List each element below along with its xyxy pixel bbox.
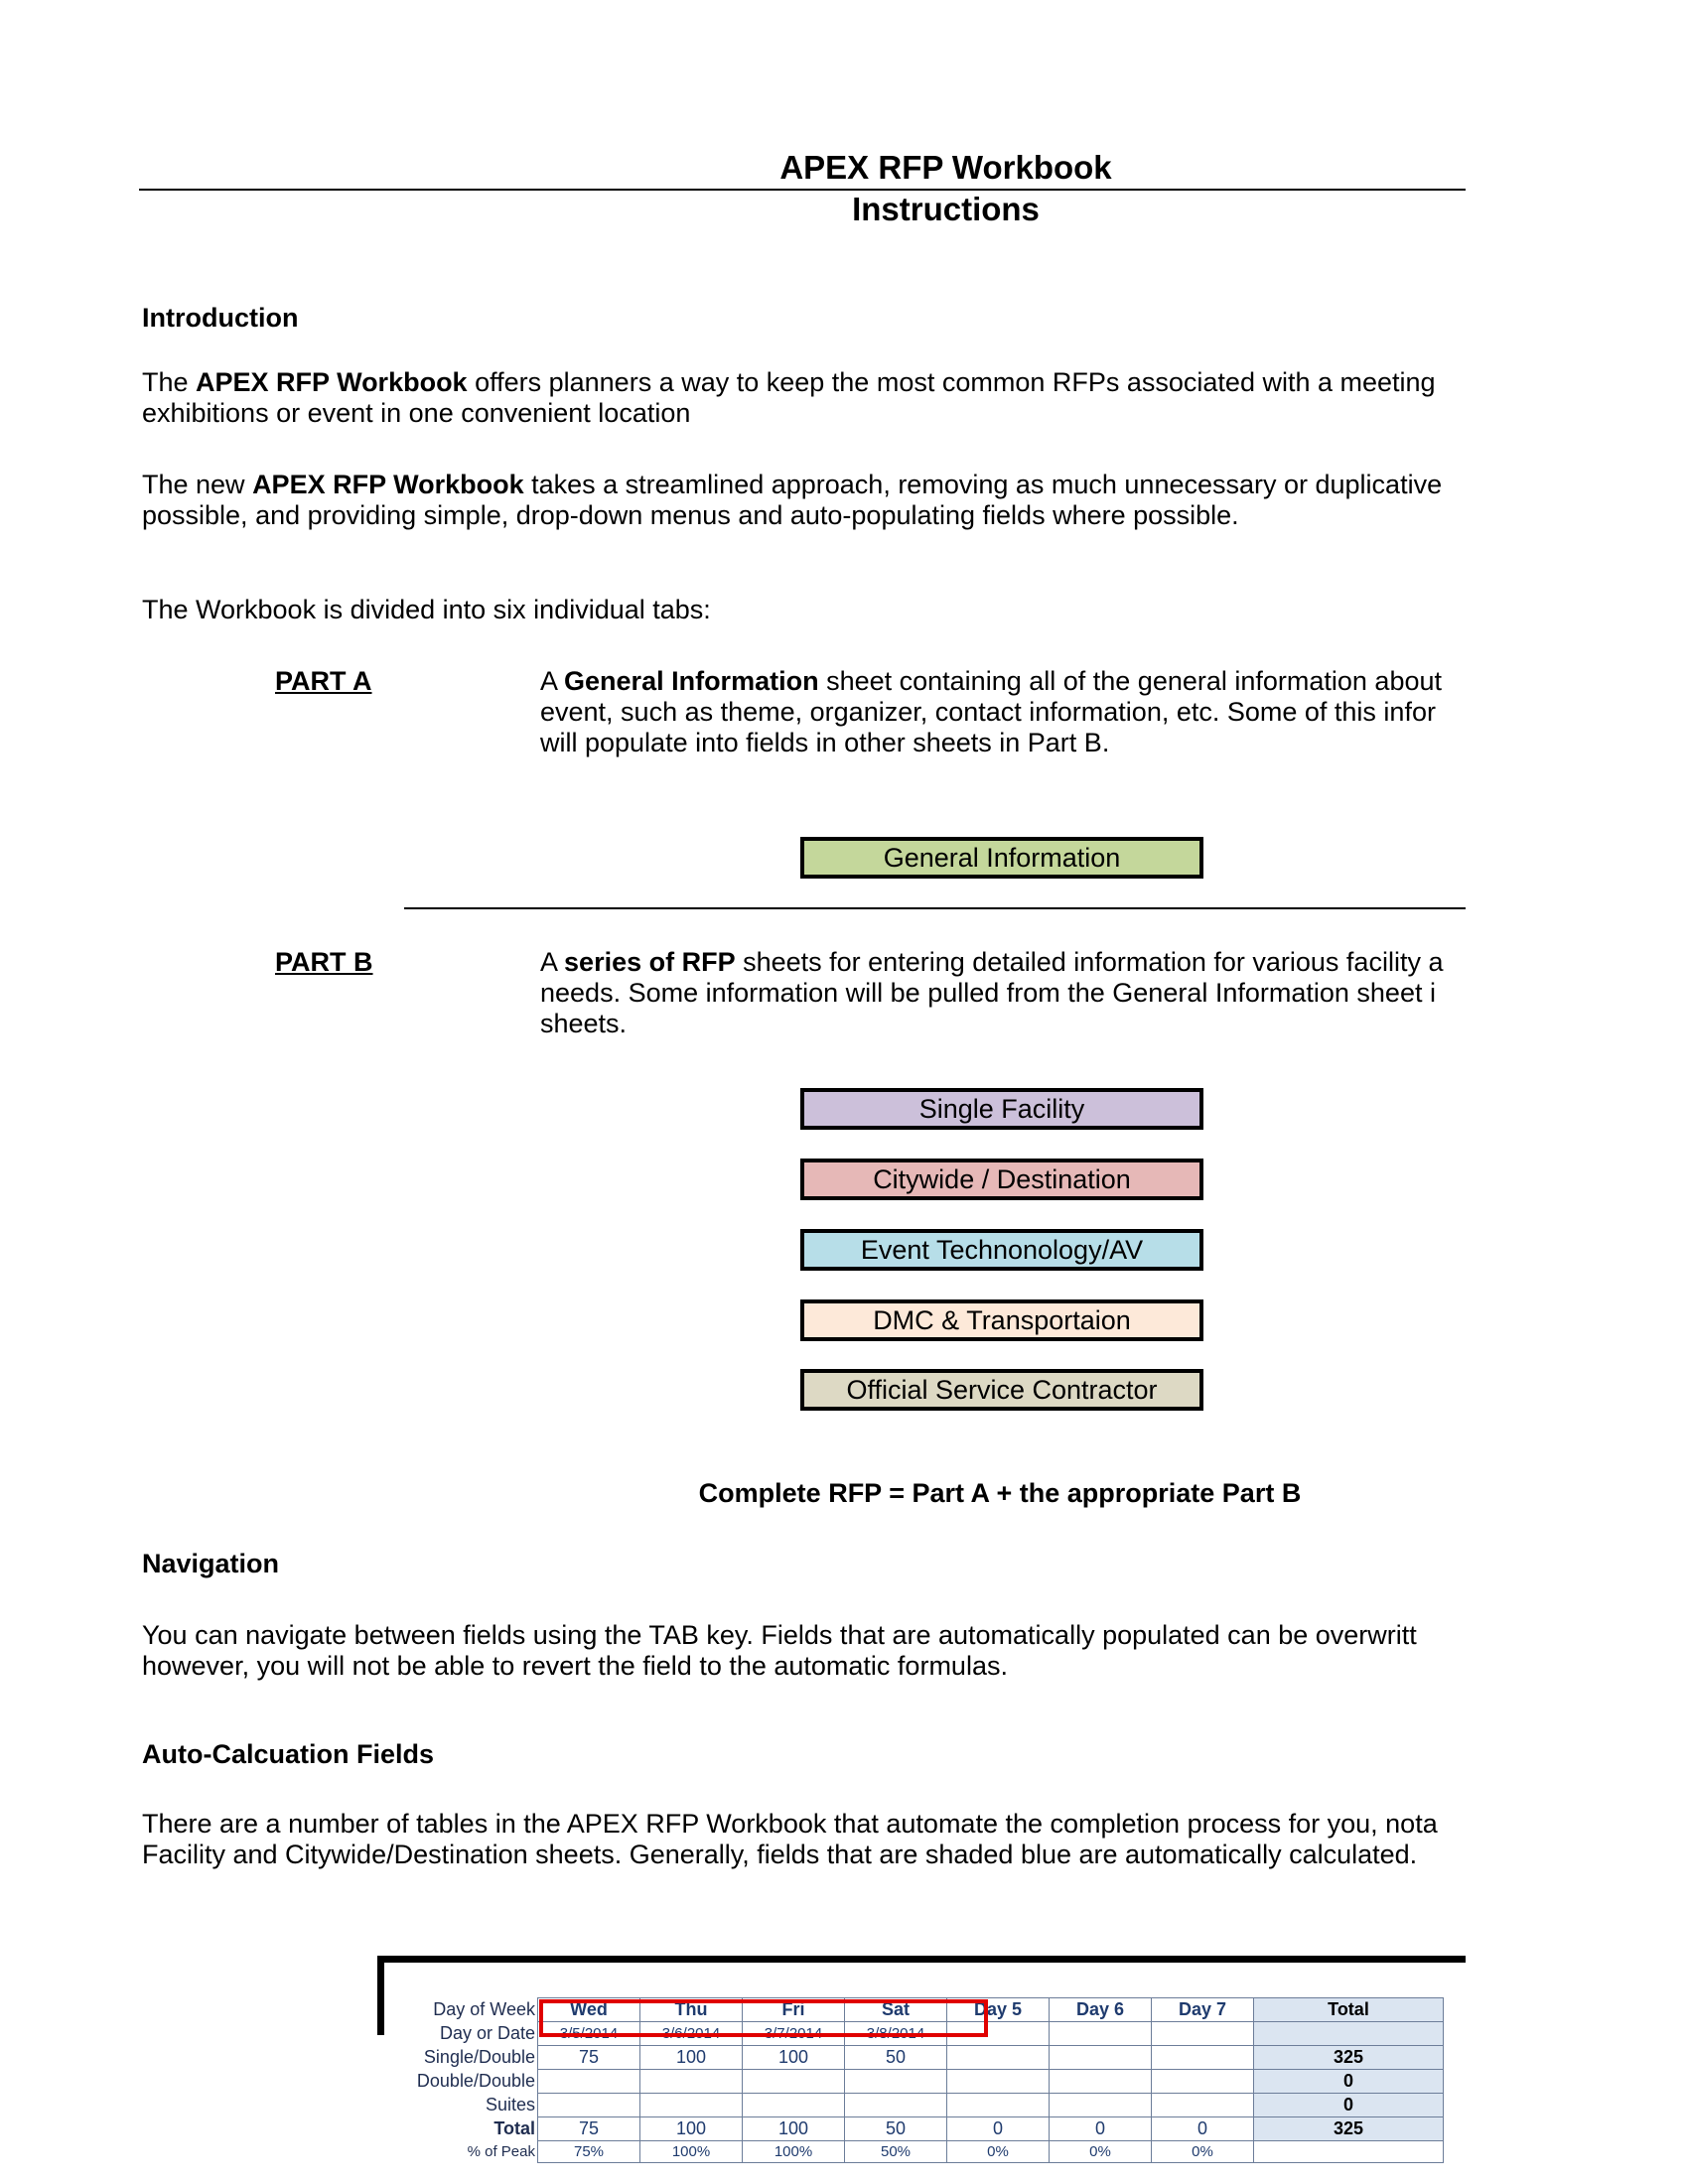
table-cell[interactable]: [1152, 2094, 1254, 2117]
total-cell: 0: [1254, 2070, 1444, 2094]
text-line: possible, and providing simple, drop-down menus and auto-populating fields where possible.: [142, 500, 1239, 530]
table-cell[interactable]: 50: [845, 2117, 947, 2141]
text-run: takes a streamlined approach, removing as much unnecessary or duplicative: [523, 470, 1443, 499]
table-cell[interactable]: [1050, 2046, 1152, 2070]
auto-calc-heading: Auto-Calcuation Fields: [142, 1739, 435, 1769]
table-cell[interactable]: [845, 2070, 947, 2094]
total-cell: 0: [1254, 2094, 1444, 2117]
text-line: however, you will not be able to revert the field to the automatic formulas.: [142, 1651, 1008, 1681]
table-cell[interactable]: Sat: [845, 1998, 947, 2022]
intro-paragraph-3: The Workbook is divided into six individual tabs:: [142, 595, 711, 624]
text-line: sheets.: [540, 1009, 628, 1038]
page-subtitle: Instructions: [852, 191, 1040, 227]
complete-rfp-formula: Complete RFP = Part A + the appropriate Part B: [698, 1478, 1302, 1508]
row-label: Suites: [485, 2095, 535, 2115]
intro-paragraph-2: [142, 470, 1442, 531]
table-cell[interactable]: 0%: [1050, 2141, 1152, 2163]
part-b-description: [540, 947, 1443, 1039]
table-cell[interactable]: 0%: [947, 2141, 1050, 2163]
table-cell[interactable]: 100%: [640, 2141, 743, 2163]
table-cell[interactable]: [947, 2094, 1050, 2117]
table-left-border: [377, 1956, 384, 2035]
text-line: needs. Some information will be pulled from the General Information sheet i: [540, 978, 1436, 1008]
room-block-table-screenshot: [377, 1956, 1466, 2184]
table-cell[interactable]: [743, 2070, 845, 2094]
total-cell: [1254, 2141, 1444, 2163]
text-run: sheets for entering detailed information for various facility a: [735, 947, 1444, 977]
table-cell[interactable]: 0: [947, 2117, 1050, 2141]
part-b-label: PART B: [275, 947, 373, 977]
text-line: Facility and Citywide/Destination sheets. Generally, fields that are shaded blue are automatically calculated.: [142, 1840, 1418, 1869]
table-cell[interactable]: 100: [743, 2117, 845, 2141]
row-label: Day of Week: [433, 1999, 535, 2019]
table-cell[interactable]: Thu: [640, 1998, 743, 2022]
table-cell[interactable]: 75: [538, 2046, 640, 2070]
text-line: will populate into fields in other sheets in Part B.: [540, 728, 1110, 757]
navigation-heading: Navigation: [142, 1549, 280, 1578]
row-label: Double/Double: [416, 2071, 535, 2091]
table-cell[interactable]: 100: [640, 2117, 743, 2141]
introduction-heading: Introduction: [142, 303, 299, 333]
table-cell[interactable]: [1050, 2022, 1152, 2046]
text-run: The: [142, 367, 197, 397]
text-run: The new: [142, 470, 253, 499]
table-cell[interactable]: 0%: [1152, 2141, 1254, 2163]
text-run: A: [540, 947, 565, 977]
table-cell[interactable]: [1152, 2022, 1254, 2046]
citywide-destination-button[interactable]: Citywide / Destination: [800, 1159, 1203, 1200]
event-technology-av-button[interactable]: Event Technonology/AV: [800, 1229, 1203, 1271]
table-cell[interactable]: Fri: [743, 1998, 845, 2022]
text-run-bold: General Information: [564, 666, 819, 696]
table-cell[interactable]: [1152, 2070, 1254, 2094]
table-cell[interactable]: Day 6: [1050, 1998, 1152, 2022]
table-cell[interactable]: [743, 2094, 845, 2117]
row-label: Day or Date: [439, 2023, 535, 2043]
intro-paragraph-1: [142, 367, 1436, 429]
section-divider: [404, 907, 1466, 909]
general-information-button[interactable]: General Information: [800, 837, 1203, 879]
table-cell[interactable]: [947, 2046, 1050, 2070]
table-row: [385, 2117, 1444, 2141]
table-cell[interactable]: [640, 2070, 743, 2094]
table-row: [385, 2046, 1444, 2070]
table-cell[interactable]: 100: [640, 2046, 743, 2070]
table-cell[interactable]: 100%: [743, 2141, 845, 2163]
table-cell[interactable]: [845, 2094, 947, 2117]
table-cell[interactable]: [538, 2094, 640, 2117]
part-a-description: [540, 666, 1442, 758]
table-cell[interactable]: [1050, 2094, 1152, 2117]
page-title: APEX RFP Workbook: [779, 149, 1112, 186]
table-cell[interactable]: 100: [743, 2046, 845, 2070]
total-cell: 325: [1254, 2046, 1444, 2070]
table-cell[interactable]: 3/8/2014: [845, 2022, 947, 2046]
single-facility-button[interactable]: Single Facility: [800, 1088, 1203, 1130]
table-cell[interactable]: Day 7: [1152, 1998, 1254, 2022]
row-label: Single/Double: [423, 2047, 535, 2067]
part-a-label: PART A: [275, 666, 372, 696]
auto-calc-paragraph: [142, 1809, 1438, 1870]
table-top-border: [377, 1956, 1466, 1963]
dmc-transportation-button[interactable]: DMC & Transportaion: [800, 1299, 1203, 1341]
table-cell[interactable]: 3/5/2014: [538, 2022, 640, 2046]
text-run-bold: APEX RFP Workbook: [196, 367, 468, 397]
total-cell: [1254, 2022, 1444, 2046]
text-line: You can navigate between fields using the TAB key. Fields that are automatically populated can be overwritt: [142, 1620, 1417, 1650]
text-run: offers planners a way to keep the most common RFPs associated with a meeting: [467, 367, 1436, 397]
table-cell[interactable]: [538, 2070, 640, 2094]
text-run-bold: APEX RFP Workbook: [252, 470, 524, 499]
table-cell[interactable]: 75: [538, 2117, 640, 2141]
text-run: sheet containing all of the general information about: [818, 666, 1442, 696]
table-cell[interactable]: 0: [1152, 2117, 1254, 2141]
text-run: A: [540, 666, 565, 696]
table-cell[interactable]: Day 5: [947, 1998, 1050, 2022]
table-cell[interactable]: [947, 2070, 1050, 2094]
table-row: [385, 2141, 1444, 2163]
table-cell[interactable]: 75%: [538, 2141, 640, 2163]
table-cell[interactable]: 3/7/2014: [743, 2022, 845, 2046]
table-cell[interactable]: [1152, 2046, 1254, 2070]
total-cell: 325: [1254, 2117, 1444, 2141]
text-line: event, such as theme, organizer, contact information, etc. Some of this infor: [540, 697, 1436, 727]
table-row: [385, 2094, 1444, 2117]
table-cell[interactable]: [640, 2094, 743, 2117]
text-line: exhibitions or event in one convenient location: [142, 398, 691, 428]
official-service-contractor-button[interactable]: Official Service Contractor: [800, 1369, 1203, 1411]
text-line: There are a number of tables in the APEX RFP Workbook that automate the completion process for you, nota: [142, 1809, 1438, 1839]
total-cell: Total: [1254, 1998, 1444, 2022]
navigation-paragraph: [142, 1620, 1417, 1682]
row-label: % of Peak: [467, 2143, 535, 2160]
table-cell[interactable]: 50%: [845, 2141, 947, 2163]
row-label: Total: [493, 2118, 535, 2138]
table-cell[interactable]: Wed: [538, 1998, 640, 2022]
table-cell[interactable]: 50: [845, 2046, 947, 2070]
date-highlight-box: [539, 1999, 988, 2037]
table-cell[interactable]: 0: [1050, 2117, 1152, 2141]
table-row: [385, 2070, 1444, 2094]
table-cell[interactable]: [1050, 2070, 1152, 2094]
text-run-bold: series of RFP: [564, 947, 736, 977]
table-cell[interactable]: 3/6/2014: [640, 2022, 743, 2046]
